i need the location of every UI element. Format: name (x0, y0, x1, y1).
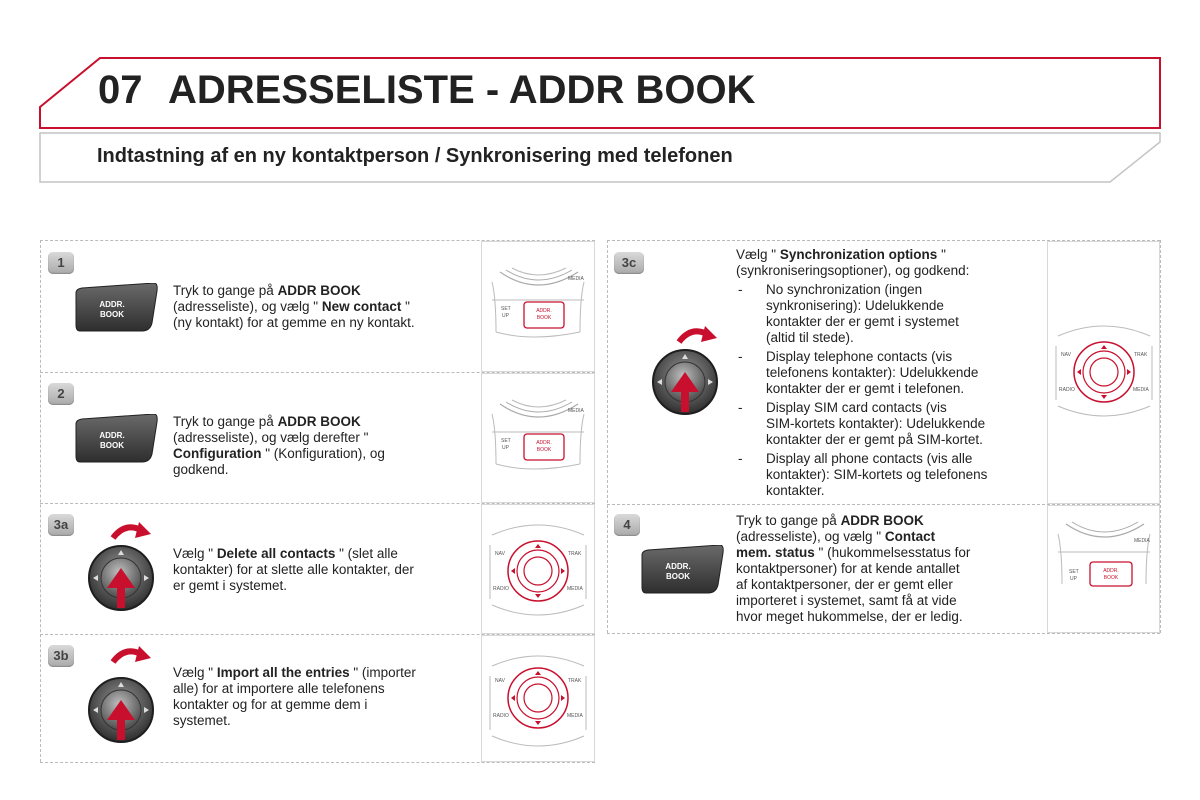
svg-text:MEDIA: MEDIA (568, 276, 584, 282)
svg-text:ADDR.: ADDR. (536, 308, 552, 314)
step-2-text: Tryk to gange på ADDR BOOK (adresseliste), og vælg derefter " Configuration " (Konfiguration), og godkend. (173, 414, 385, 477)
column-edge (607, 240, 608, 633)
svg-text:ADDR.: ADDR. (1103, 568, 1119, 574)
svg-text:RADIO: RADIO (1059, 387, 1075, 393)
svg-text:MEDIA: MEDIA (1134, 538, 1150, 544)
svg-text:MEDIA: MEDIA (567, 713, 583, 719)
svg-text:UP: UP (1070, 576, 1077, 582)
navigation-dial-icon (482, 505, 594, 633)
navigation-dial-icon (482, 636, 594, 761)
step-3a-text: Vælg " Delete all contacts " (slet alle kontakter) for at slette alle kontakter, der er gemt i systemet. (173, 546, 414, 593)
svg-text:BOOK: BOOK (1103, 575, 1119, 581)
panel-illustration-3c (1047, 241, 1160, 504)
panel-illustration-4 (1047, 505, 1160, 633)
addr-book-button-illustration (72, 283, 160, 338)
list-item: - Display SIM card contacts (vis SIM-kortets kontakter): Udelukkende kontakter der er gemt på SIM-kortet. (738, 400, 986, 447)
svg-text:UP: UP (502, 313, 509, 319)
svg-text:MEDIA: MEDIA (1133, 387, 1149, 393)
svg-text:NAV: NAV (495, 678, 505, 684)
panel-illustration-3b (481, 635, 595, 762)
step-badge-3b: 3b (48, 645, 74, 667)
control-panel-icon (482, 374, 594, 502)
addr-book-button-illustration (72, 414, 160, 469)
control-panel-icon (1048, 506, 1159, 632)
panel-illustration-1 (481, 241, 595, 372)
svg-text:ADDR.: ADDR. (99, 300, 125, 309)
svg-text:ADDR.: ADDR. (536, 440, 552, 446)
step-badge-1: 1 (48, 252, 74, 274)
step-badge-3c: 3c (614, 252, 644, 274)
svg-text:UP: UP (502, 445, 509, 451)
control-panel-icon (482, 242, 594, 371)
section-subtitle: Indtastning af en ny kontaktperson / Synkronisering med telefonen (97, 145, 733, 167)
step-3c-text: Vælg " Synchronization options " (synkroniseringsoptioner), og godkend: - No synchronization (ingen synkronisering): Udelukkende kontakter der er gemt i systemet (altid til stede). - Display telephone contacts (vis telefonens kontakter): Udelukkende kontakter der er gemt i telefonen. - Display SIM card contacts (vis SIM-kortets kontakter): Udelukkende kontakter der er gemt på SIM-kortet. - Display all phone contacts (vis alle kontakter): SIM-kortets og telefonens kontakter. (736, 247, 1042, 502)
step-badge-2: 2 (48, 383, 74, 405)
panel-illustration-3a (481, 504, 595, 634)
step-1-text: Tryk to gange på ADDR BOOK (adresseliste), og vælg " New contact " (ny kontakt) for at gemme en ny kontakt. (173, 283, 415, 330)
chapter-title: ADRESSELISTE - ADDR BOOK (168, 68, 756, 112)
svg-text:MEDIA: MEDIA (567, 586, 583, 592)
svg-text:TRAK: TRAK (568, 678, 582, 684)
svg-text:BOOK: BOOK (100, 310, 124, 319)
svg-text:SET: SET (1069, 569, 1079, 575)
rotary-push-knob-icon (85, 640, 165, 750)
step-4-text: Tryk to gange på ADDR BOOK (adresseliste), og vælg " Contact mem. status " (hukommelsesstatus for kontaktpersoner) for at kende antallet af kontaktpersoner, der er gemt eller importeret i systemet, samt få at vide hvor meget hukommelse, der er ledig. (736, 513, 971, 624)
rotary-knob-illustration (651, 320, 731, 437)
step-badge-3a: 3a (48, 514, 74, 536)
rotary-push-knob-icon (85, 516, 165, 626)
list-item: - No synchronization (ingen synkronisering): Udelukkende kontakter der er gemt i systemet (altid til stede). (738, 282, 959, 345)
sync-options-list (736, 282, 1042, 499)
svg-text:MEDIA: MEDIA (568, 408, 584, 414)
list-item: - Display telephone contacts (vis telefonens kontakter): Udelukkende kontakter der er gemt i telefonen. (738, 349, 979, 396)
step-3b-text: Vælg " Import all the entries " (importer alle) for at importere alle telefonens kontakter og for at gemme dem i systemet. (173, 665, 416, 728)
addr-book-button-illustration (638, 545, 726, 600)
addr-book-key-icon (72, 414, 160, 464)
svg-text:ADDR.: ADDR. (665, 562, 691, 571)
step-badge-4: 4 (614, 514, 640, 536)
svg-text:TRAK: TRAK (568, 551, 582, 557)
svg-text:NAV: NAV (1061, 352, 1071, 358)
addr-book-key-icon (72, 283, 160, 333)
svg-text:BOOK: BOOK (100, 441, 124, 450)
chapter-number: 07 (98, 68, 143, 112)
svg-text:BOOK: BOOK (536, 315, 552, 321)
rotary-knob-illustration (85, 640, 165, 755)
svg-text:RADIO: RADIO (493, 713, 509, 719)
svg-text:SET: SET (501, 306, 511, 312)
svg-text:BOOK: BOOK (666, 572, 690, 581)
panel-illustration-2 (481, 373, 595, 503)
svg-text:NAV: NAV (495, 551, 505, 557)
svg-text:RADIO: RADIO (493, 586, 509, 592)
svg-text:SET: SET (501, 438, 511, 444)
svg-text:TRAK: TRAK (1134, 352, 1148, 358)
column-edge (40, 240, 41, 762)
column-edge (1160, 240, 1161, 633)
addr-book-key-icon (638, 545, 726, 595)
navigation-dial-icon (1048, 242, 1159, 503)
svg-text:BOOK: BOOK (536, 447, 552, 453)
rotary-push-knob-icon (651, 320, 731, 432)
list-item: - Display all phone contacts (vis alle kontakter): SIM-kortets og telefonens kontakter. (738, 451, 988, 498)
rotary-knob-illustration (85, 516, 165, 631)
svg-text:ADDR.: ADDR. (99, 431, 125, 440)
